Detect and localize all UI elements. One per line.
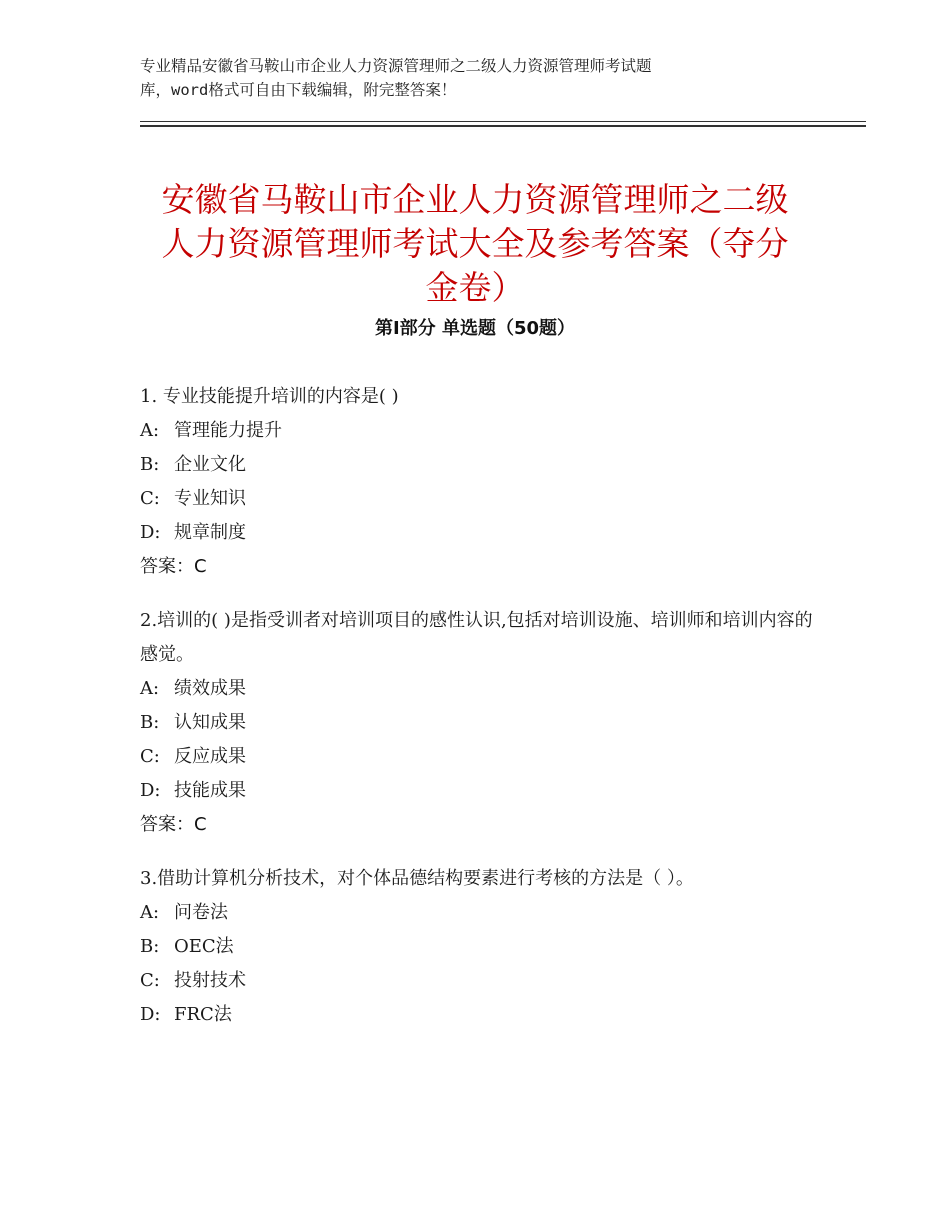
option-c bbox=[140, 482, 820, 516]
option-a bbox=[140, 896, 820, 930]
section-title: 第Ⅰ部分 单选题（50题） bbox=[374, 318, 575, 339]
question-3 bbox=[140, 862, 820, 1032]
question-1 bbox=[140, 380, 820, 584]
option-label: D: bbox=[140, 1004, 161, 1025]
option-text: 管理能力提升 bbox=[174, 420, 282, 441]
header-note-line-2: 库，word格式可自由下载编辑，附完整答案！ bbox=[140, 81, 457, 99]
option-b bbox=[140, 448, 820, 482]
option-label: C: bbox=[140, 746, 160, 767]
option-c bbox=[140, 964, 820, 998]
option-text: OEC法 bbox=[174, 936, 234, 957]
question-stem: 2.培训的( )是指受训者对培训项目的感性认识,包括对培训设施、培训师和培训内容的感觉。 bbox=[140, 610, 813, 665]
option-label: C: bbox=[140, 488, 160, 509]
document-title-line-1: 安徽省马鞍山市企业人力资源管理师之二级 bbox=[161, 180, 789, 220]
answer: 答案：C bbox=[140, 814, 207, 835]
question-2 bbox=[140, 604, 820, 842]
header-note-line-1: 专业精品安徽省马鞍山市企业人力资源管理师之二级人力资源管理师考试题 bbox=[140, 57, 652, 75]
question-list bbox=[140, 380, 820, 1052]
header-note bbox=[140, 54, 780, 102]
option-c bbox=[140, 740, 820, 774]
document-title-line-3: 金卷） bbox=[425, 268, 525, 308]
option-text: 专业知识 bbox=[174, 488, 246, 509]
option-label: A: bbox=[140, 678, 160, 699]
option-b bbox=[140, 930, 820, 964]
option-text: 问卷法 bbox=[174, 902, 228, 923]
option-label: B: bbox=[140, 454, 160, 475]
header-divider-thin bbox=[140, 121, 866, 122]
option-d bbox=[140, 516, 820, 550]
option-text: 技能成果 bbox=[174, 780, 246, 801]
option-label: B: bbox=[140, 936, 160, 957]
option-b bbox=[140, 706, 820, 740]
question-stem: 3.借助计算机分析技术，对个体品德结构要素进行考核的方法是（ ）。 bbox=[140, 868, 694, 889]
option-text: 反应成果 bbox=[174, 746, 246, 767]
option-a bbox=[140, 672, 820, 706]
document-title-line-2: 人力资源管理师考试大全及参考答案（夺分 bbox=[161, 224, 789, 264]
option-text: 认知成果 bbox=[174, 712, 246, 733]
option-label: C: bbox=[140, 970, 160, 991]
option-label: A: bbox=[140, 420, 160, 441]
document-title bbox=[140, 178, 810, 310]
header-divider-thick bbox=[140, 125, 866, 127]
option-d bbox=[140, 774, 820, 808]
option-label: D: bbox=[140, 522, 161, 543]
option-text: 企业文化 bbox=[174, 454, 246, 475]
option-text: 规章制度 bbox=[174, 522, 246, 543]
option-text: 投射技术 bbox=[174, 970, 246, 991]
option-label: B: bbox=[140, 712, 160, 733]
option-d bbox=[140, 998, 820, 1032]
option-text: FRC法 bbox=[174, 1004, 232, 1025]
option-label: A: bbox=[140, 902, 160, 923]
option-text: 绩效成果 bbox=[174, 678, 246, 699]
question-stem: 1. 专业技能提升培训的内容是( ) bbox=[140, 386, 399, 407]
option-label: D: bbox=[140, 780, 161, 801]
answer: 答案：C bbox=[140, 556, 207, 577]
option-a bbox=[140, 414, 820, 448]
